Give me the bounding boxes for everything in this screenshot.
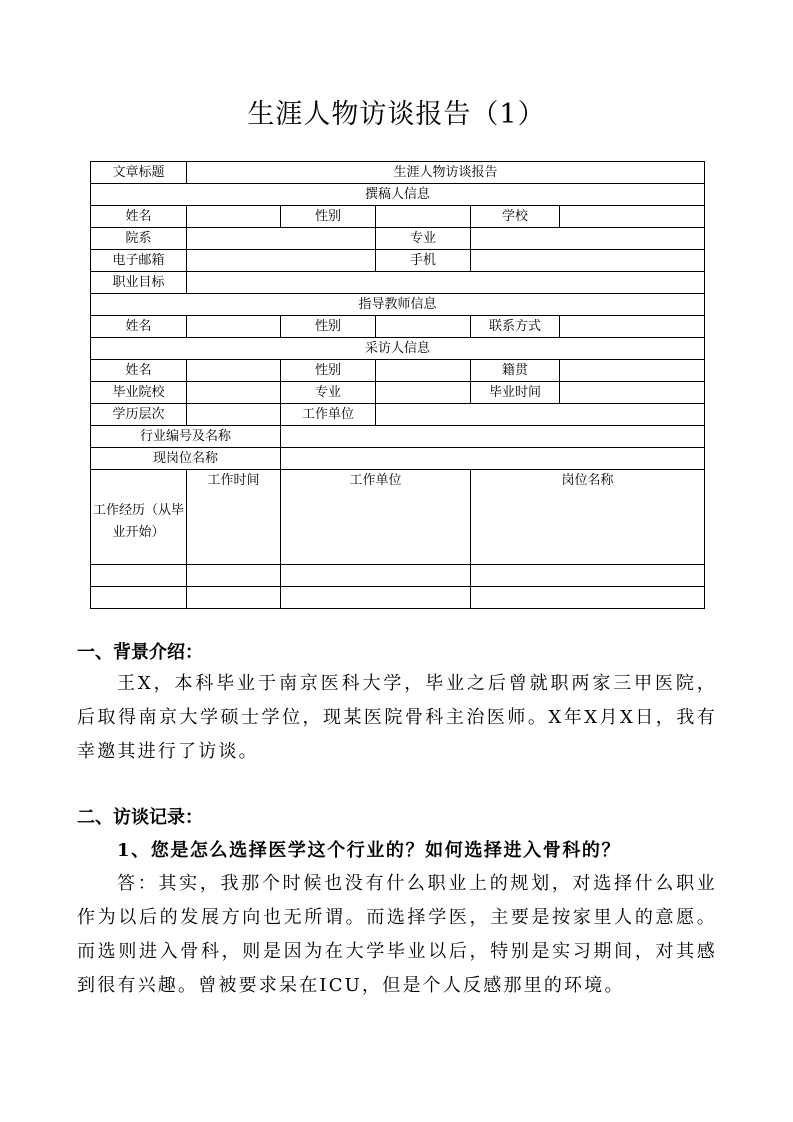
work-employer-header: 工作单位 (281, 470, 471, 565)
teacher-contact-field[interactable] (560, 316, 705, 338)
author-school-field[interactable] (560, 206, 705, 228)
author-gender-label: 性别 (281, 206, 376, 228)
career-goal-label: 职业目标 (91, 272, 187, 294)
teacher-name-label: 姓名 (91, 316, 187, 338)
graduate-school-field[interactable] (187, 382, 281, 404)
career-goal-field[interactable] (187, 272, 705, 294)
teacher-contact-label: 联系方式 (471, 316, 560, 338)
graduation-time-field[interactable] (560, 382, 705, 404)
education-label: 学历层次 (91, 404, 187, 426)
table-row (91, 448, 705, 470)
interview-answer: 答：其实，我那个时候也没有什么职业上的规划，对选择什么职业作为以后的发展方向也无所谓。而选择学医，主要是按家里人的意愿。而选则进入骨科，则是因为在大学毕业以后，特别是实习期间，对其感到很有兴趣。曾被要求呆在ICU，但是个人反感那里的环境。 (77, 873, 717, 996)
table-row (91, 470, 705, 565)
interview-question: 1、您是怎么选择医学这个行业的？如何选择进入骨科的？ (117, 840, 622, 861)
table-row (91, 360, 705, 382)
industry-field[interactable] (281, 426, 705, 448)
work-history-cell[interactable] (91, 587, 187, 609)
document-title: 生涯人物访谈报告（1） (247, 99, 546, 130)
author-school-label: 学校 (471, 206, 560, 228)
table-row (91, 184, 705, 206)
teacher-section-header: 指导教师信息 (91, 294, 705, 316)
teacher-gender-label: 性别 (281, 316, 376, 338)
interviewee-hometown-label: 籍贯 (471, 360, 560, 382)
author-name-field[interactable] (187, 206, 281, 228)
interviewee-name-field[interactable] (187, 360, 281, 382)
table-row (91, 316, 705, 338)
table-row (91, 565, 705, 587)
work-employer-cell[interactable] (281, 587, 471, 609)
interview-heading: 二、访谈记录： (77, 807, 203, 828)
work-time-header: 工作时间 (187, 470, 281, 565)
author-major-label: 专业 (376, 228, 471, 250)
table-row (91, 426, 705, 448)
graduate-school-label: 毕业院校 (91, 382, 187, 404)
table-row (91, 162, 705, 184)
author-department-label: 院系 (91, 228, 187, 250)
table-row (91, 250, 705, 272)
education-field[interactable] (187, 404, 281, 426)
table-row (91, 206, 705, 228)
table-row (91, 272, 705, 294)
article-title-value: 生涯人物访谈报告 (187, 162, 705, 184)
table-row (91, 587, 705, 609)
work-time-cell[interactable] (187, 565, 281, 587)
background-heading: 一、背景介绍： (77, 642, 203, 663)
author-section-header: 撰稿人信息 (91, 184, 705, 206)
work-employer-cell[interactable] (281, 565, 471, 587)
employer-field[interactable] (376, 404, 705, 426)
graduation-time-label: 毕业时间 (471, 382, 560, 404)
table-row (91, 338, 705, 360)
position-label: 现岗位名称 (91, 448, 281, 470)
work-history-label: 工作经历（从毕业开始） (91, 470, 187, 565)
interviewee-major-field[interactable] (376, 382, 471, 404)
teacher-gender-field[interactable] (376, 316, 471, 338)
interviewee-gender-label: 性别 (281, 360, 376, 382)
teacher-name-field[interactable] (187, 316, 281, 338)
employer-label: 工作单位 (281, 404, 376, 426)
author-gender-field[interactable] (376, 206, 471, 228)
author-department-field[interactable] (187, 228, 376, 250)
author-email-field[interactable] (187, 250, 376, 272)
table-row (91, 404, 705, 426)
author-name-label: 姓名 (91, 206, 187, 228)
table-row (91, 382, 705, 404)
interview-form-table (90, 161, 705, 609)
author-email-label: 电子邮箱 (91, 250, 187, 272)
author-phone-field[interactable] (471, 250, 705, 272)
work-position-cell[interactable] (471, 565, 705, 587)
interviewee-name-label: 姓名 (91, 360, 187, 382)
position-field[interactable] (281, 448, 705, 470)
work-position-header: 岗位名称 (471, 470, 705, 565)
interviewee-section-header: 采访人信息 (91, 338, 705, 360)
article-title-label: 文章标题 (91, 162, 187, 184)
author-major-field[interactable] (471, 228, 705, 250)
table-row (91, 228, 705, 250)
interviewee-hometown-field[interactable] (560, 360, 705, 382)
interviewee-gender-field[interactable] (376, 360, 471, 382)
work-position-cell[interactable] (471, 587, 705, 609)
work-time-cell[interactable] (187, 587, 281, 609)
table-row (91, 294, 705, 316)
author-phone-label: 手机 (376, 250, 471, 272)
interviewee-major-label: 专业 (281, 382, 376, 404)
background-paragraph: 王X，本科毕业于南京医科大学，毕业之后曾就职两家三甲医院，后取得南京大学硕士学位，现某医院骨科主治医师。X年X月X日，我有幸邀其进行了访谈。 (77, 673, 717, 762)
industry-label: 行业编号及名称 (91, 426, 281, 448)
work-history-cell[interactable] (91, 565, 187, 587)
